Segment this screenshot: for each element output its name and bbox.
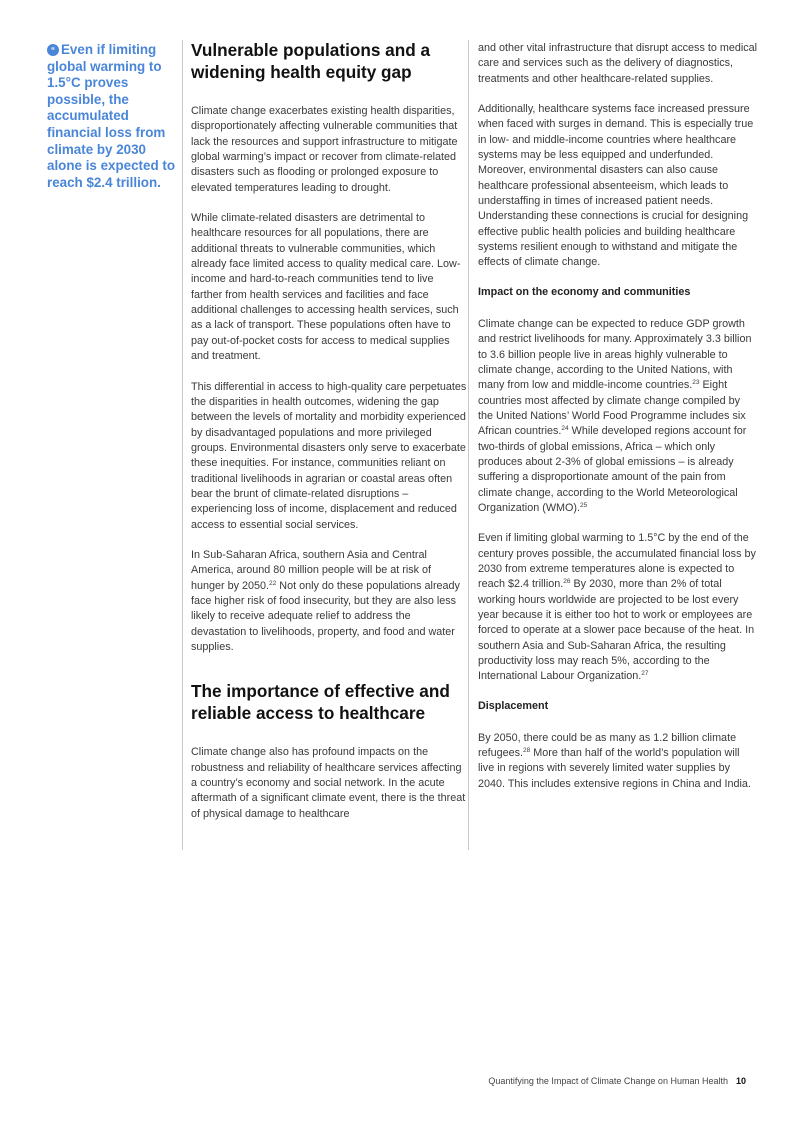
paragraph bbox=[191, 548, 467, 655]
paragraph bbox=[478, 531, 758, 684]
paragraph: Climate change exacerbates existing health disparities, disproportionately affecting vulnerable communities that lack the resources and support infrastructure to mitigate global warming’s impact or recover from climate-related disasters such as flooding or prolonged exposure to elevated temperatures leading to drought. bbox=[191, 105, 458, 194]
quote-icon: “ bbox=[47, 44, 59, 56]
paragraph-text: Climate change can be expected to reduce GDP growth and restrict livelihoods for many. Approximately 3.3 billion to 3.6 billion people live in areas highly vulnerable to climate change, according to the United Nations, with many from low and middle-income countries. bbox=[478, 317, 752, 392]
paragraph: This differential in access to high-quality care perpetuates the disparities in health outcomes, widening the gap between the levels of mortality and morbidity experienced by disadvantaged populations and more privileged groups. Environmental disasters only serve to exacerbate these inequities. For instance, communities reliant on traditional livelihoods in agrarian or coastal areas often bear the brunt of climate-related disruptions – experiencing loss of income, displacement and reduced access to essential social services. bbox=[191, 380, 467, 531]
pull-quote-text: Even if limiting global warming to 1.5°C proves possible, the accumulated financial loss from climate by 2030 alone is expected to reach $2.4 trillion. bbox=[47, 42, 175, 190]
footnote-ref: 24 bbox=[561, 425, 569, 433]
footnote-ref: 23 bbox=[692, 379, 700, 387]
paragraph-text: More than half of the world’s population will live in regions with severely limited water supplies by 2040. This includes extensive regions in China and India. bbox=[478, 747, 751, 790]
heading-access-to-healthcare: The importance of effective and reliable access to healthcare bbox=[191, 681, 450, 723]
paragraph: Additionally, healthcare systems face increased pressure when faced with surges in demand. This is especially true in low- and middle-income countries where healthcare systems may be less equipped and underfunded. Moreover, environmental disasters can also cause healthcare professional absenteeism, which leads to understaffing in times of increased patient needs. Understanding these connections is crucial for designing effective public health policies and building healthcare systems resilient enough to withstand and mitigate the effects of climate change. bbox=[478, 103, 754, 269]
paragraph-text: While developed regions account for two-thirds of global emissions, Africa – which only produces about 2-3% of global emissions – is already suffering a disproportionate amount of the pain from climate change, according to the World Meteorological Organization (WMO). bbox=[478, 425, 747, 514]
paragraph bbox=[478, 317, 758, 516]
footnote-ref: 28 bbox=[523, 747, 531, 755]
paragraph: Climate change also has profound impacts on the robustness and reliability of healthcare services affecting a country’s economy and social network. In the acute aftermath of a significant climate event, there is the threat of physical damage to healthcare bbox=[191, 746, 466, 820]
footnote-ref: 22 bbox=[269, 579, 277, 587]
page-footer bbox=[488, 1076, 746, 1086]
paragraph bbox=[478, 731, 758, 792]
subheading-economy: Impact on the economy and communities bbox=[478, 285, 691, 298]
footer-title: Quantifying the Impact of Climate Change on Human Health bbox=[488, 1076, 728, 1086]
pull-quote bbox=[47, 42, 177, 191]
column-right bbox=[468, 40, 758, 850]
footnote-ref: 26 bbox=[563, 578, 571, 586]
paragraph-text: By 2030, more than 2% of total working hours worldwide are projected to be lost every year because it is either too hot to work or employees are forced to operate at a slower pace because of the heat. In southern Asia and Sub-Saharan Africa, the resulting productivity loss may reach 5%, according to the International Labour Organization. bbox=[478, 578, 755, 683]
footnote-ref: 27 bbox=[641, 670, 649, 678]
subheading-displacement: Displacement bbox=[478, 699, 549, 712]
paragraph-text: By 2050, there could be as many as 1.2 billion climate refugees. bbox=[478, 731, 737, 760]
paragraph-text: Not only do these populations already face higher risk of food insecurity, but they are also less likely to receive adequate relief to address the devastation to livelihoods, property, and food and water supplies. bbox=[191, 579, 460, 653]
page-number: 10 bbox=[735, 1076, 746, 1086]
paragraph-text: Eight countries most affected by climate change compiled by the United Nations’ World Food Programme includes six African countries. bbox=[478, 379, 746, 438]
paragraph-text: In Sub-Saharan Africa, southern Asia and Central America, around 80 million people will be at risk of hunger by 2050. bbox=[191, 548, 432, 592]
paragraph: While climate-related disasters are detrimental to healthcare resources for all populations, there are additional threats to vulnerable communities, which already face limited access to quality medical care. Low-income and hard-to-reach communities tend to live farther from health services and facilities and face additional challenges to accessing health services, such as a lack of transport. These populations often have to pay out-of-pocket costs for access to medical supplies and treatment. bbox=[191, 212, 461, 363]
paragraph: and other vital infrastructure that disrupt access to medical care and services such as the delivery of diagnostics, treatments and other healthcare-related supplies. bbox=[478, 42, 758, 85]
paragraph-text: Even if limiting global warming to 1.5°C by the end of the century proves possible, the accumulated financial loss by 2030 from extreme temperatures alone is expected to reach $2.4 trillion. bbox=[478, 532, 756, 591]
column-left bbox=[182, 40, 467, 850]
heading-vulnerable-populations: Vulnerable populations and a widening health equity gap bbox=[191, 40, 431, 82]
footnote-ref: 25 bbox=[580, 501, 588, 509]
